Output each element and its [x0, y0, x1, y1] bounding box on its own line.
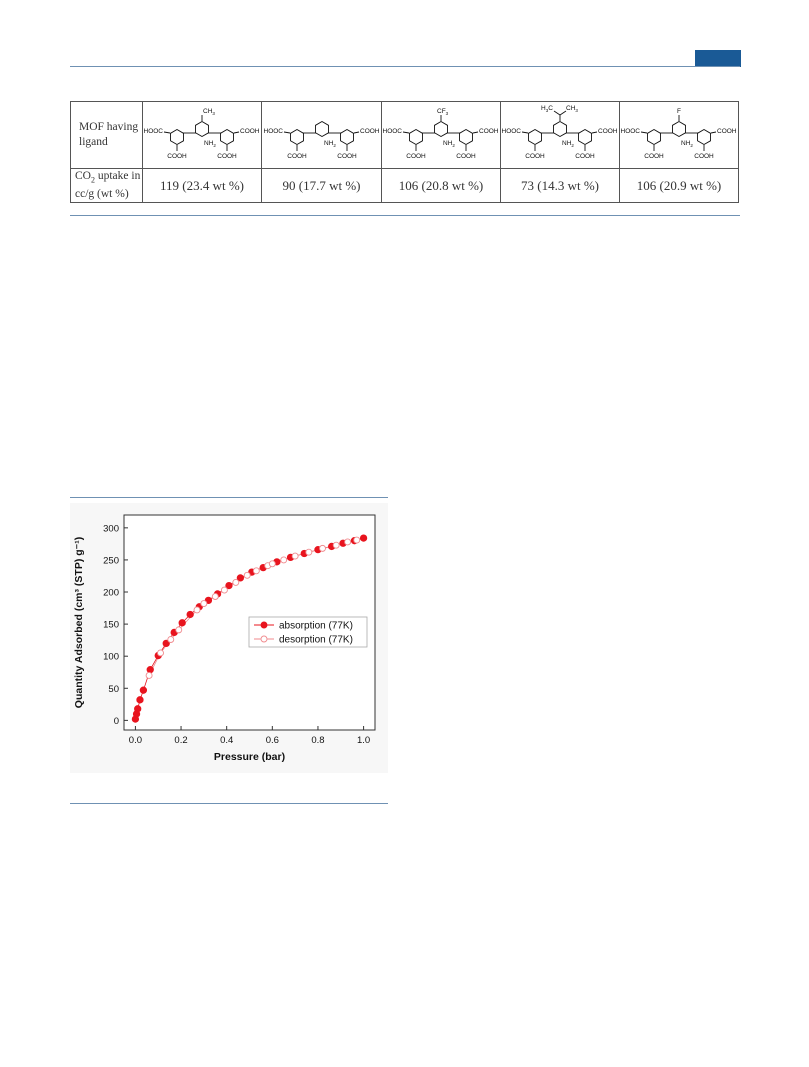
methyl-label: $CH_3$ — [203, 108, 215, 116]
desorption-point — [269, 561, 275, 567]
nh2-label: $NH_2$ — [681, 140, 693, 148]
uptake-header-line2: cc/g (wt %) — [75, 188, 129, 201]
cooh-label: COOH — [525, 153, 545, 160]
desorption-point — [333, 542, 339, 548]
y-axis-label: Quantity Adsorbed (cm³ (STP) g⁻¹) — [73, 536, 85, 709]
absorption-point — [137, 697, 143, 703]
uptake-row-header — [71, 169, 143, 203]
legend-marker — [261, 636, 267, 642]
cooh-label: COOH — [717, 128, 737, 135]
uptake-row — [71, 169, 739, 203]
cooh-label: COOH — [217, 153, 237, 160]
nh2-label: $NH_2$ — [204, 140, 216, 148]
desorption-point — [221, 587, 227, 593]
x-axis-label: Pressure (bar) — [213, 751, 286, 763]
uptake-header-co: CO — [75, 170, 91, 182]
cooh-label: COOH — [286, 153, 307, 160]
isotherm-chart — [70, 503, 388, 773]
legend — [249, 617, 367, 647]
desorption-point — [212, 594, 218, 600]
hooc-label: HOOC — [502, 128, 521, 135]
hooc-label: HOOC — [144, 128, 163, 135]
hooc-label: HOOC — [383, 128, 402, 135]
absorption-point — [147, 666, 153, 672]
desorption-point — [345, 539, 351, 545]
desorption-point — [306, 549, 312, 555]
uptake-value-3: 106 (20.8 wt %) — [382, 169, 501, 203]
uptake-value-2: 90 (17.7 wt %) — [262, 169, 382, 203]
header-rule — [70, 66, 740, 67]
nh2-label: $NH_2$ — [443, 140, 455, 148]
y-tick-label: 0 — [113, 715, 119, 727]
desorption-point — [233, 579, 239, 585]
ligand-structure-1 — [144, 104, 260, 166]
ligand-cell-3 — [382, 102, 501, 169]
cooh-label: COOH — [644, 153, 664, 160]
desorption-point — [354, 537, 360, 543]
desorption-point — [320, 545, 326, 551]
cooh-label: COOH — [598, 128, 618, 135]
nh2-label: $NH_2$ — [323, 140, 336, 148]
nh2-label: $NH_2$ — [562, 140, 574, 148]
uptake-value-5: 106 (20.9 wt %) — [620, 169, 739, 203]
cooh-label: COOH — [406, 153, 426, 160]
cooh-label: COOH — [167, 153, 187, 160]
ligand-structure-2 — [264, 104, 380, 166]
x-tick-label: 0.0 — [128, 735, 143, 746]
y-tick-label: 300 — [103, 523, 119, 535]
x-tick-label: 1.0 — [356, 735, 371, 746]
isopropyl-left-label: $H_3C$ — [541, 105, 553, 113]
y-tick-label: 250 — [103, 555, 119, 567]
ligand-structure-3 — [383, 104, 499, 166]
cooh-label: COOH — [456, 153, 476, 160]
uptake-value-4: 73 (14.3 wt %) — [501, 169, 620, 203]
y-tick-label: 50 — [108, 683, 119, 695]
ligand-cell-1 — [143, 102, 262, 169]
ligand-cell-2 — [262, 102, 382, 169]
cooh-label: COOH — [359, 128, 379, 135]
desorption-point — [194, 607, 200, 613]
cooh-label: COOH — [479, 128, 499, 135]
header-color-tab — [695, 50, 741, 67]
x-tick-label: 0.6 — [265, 735, 279, 746]
legend-marker — [261, 622, 267, 628]
ligand-cell-5 — [620, 102, 739, 169]
figure-bottom-rule — [70, 803, 388, 804]
ligand-row — [71, 102, 739, 169]
absorption-point — [140, 687, 146, 693]
uptake-header-co-sub: 2 — [90, 175, 95, 185]
desorption-point — [168, 637, 174, 643]
absorption-point — [360, 535, 366, 541]
ligand-cell-4 — [501, 102, 620, 169]
table-bottom-rule — [70, 215, 740, 216]
hooc-label: HOOC — [263, 128, 283, 135]
ligand-structure-5 — [621, 104, 737, 166]
fluoro-label: F — [677, 108, 681, 115]
desorption-point — [176, 627, 182, 633]
x-tick-label: 0.8 — [311, 735, 325, 746]
isopropyl-right-label: $CH_3$ — [566, 105, 578, 113]
uptake-value-1: 119 (23.4 wt %) — [143, 169, 262, 203]
ligand-row-header — [71, 102, 143, 169]
desorption-point — [244, 572, 250, 578]
desorption-point — [253, 568, 259, 574]
hooc-label: HOOC — [621, 128, 640, 135]
absorption-point — [187, 611, 193, 617]
cooh-label: COOH — [694, 153, 714, 160]
absorption-point — [134, 706, 140, 712]
y-tick-label: 200 — [103, 587, 119, 599]
x-tick-label: 0.2 — [174, 735, 188, 746]
cooh-label: COOH — [575, 153, 595, 160]
uptake-header-suffix: uptake in — [94, 170, 141, 182]
cooh-label: COOH — [240, 128, 260, 135]
trifluoromethyl-label: $CF_3$ — [437, 108, 449, 116]
ligand-header-line2: ligand — [79, 136, 108, 148]
figure-top-rule — [70, 497, 388, 498]
absorption-point — [179, 620, 185, 626]
ligand-header-line1: MOF having — [79, 121, 139, 133]
isotherm-figure — [70, 503, 388, 773]
desorption-point — [281, 557, 287, 563]
legend-label: absorption (77K) — [279, 620, 353, 632]
cooh-label: COOH — [336, 153, 357, 160]
y-tick-label: 150 — [103, 619, 119, 631]
ligand-uptake-table — [70, 101, 739, 203]
desorption-point — [201, 601, 207, 607]
ligand-structure-4 — [502, 104, 618, 166]
y-tick-label: 100 — [103, 651, 119, 663]
x-tick-label: 0.4 — [220, 735, 234, 746]
desorption-point — [292, 553, 298, 559]
legend-label: desorption (77K) — [279, 634, 353, 646]
desorption-point — [158, 650, 164, 656]
desorption-point — [146, 672, 152, 678]
